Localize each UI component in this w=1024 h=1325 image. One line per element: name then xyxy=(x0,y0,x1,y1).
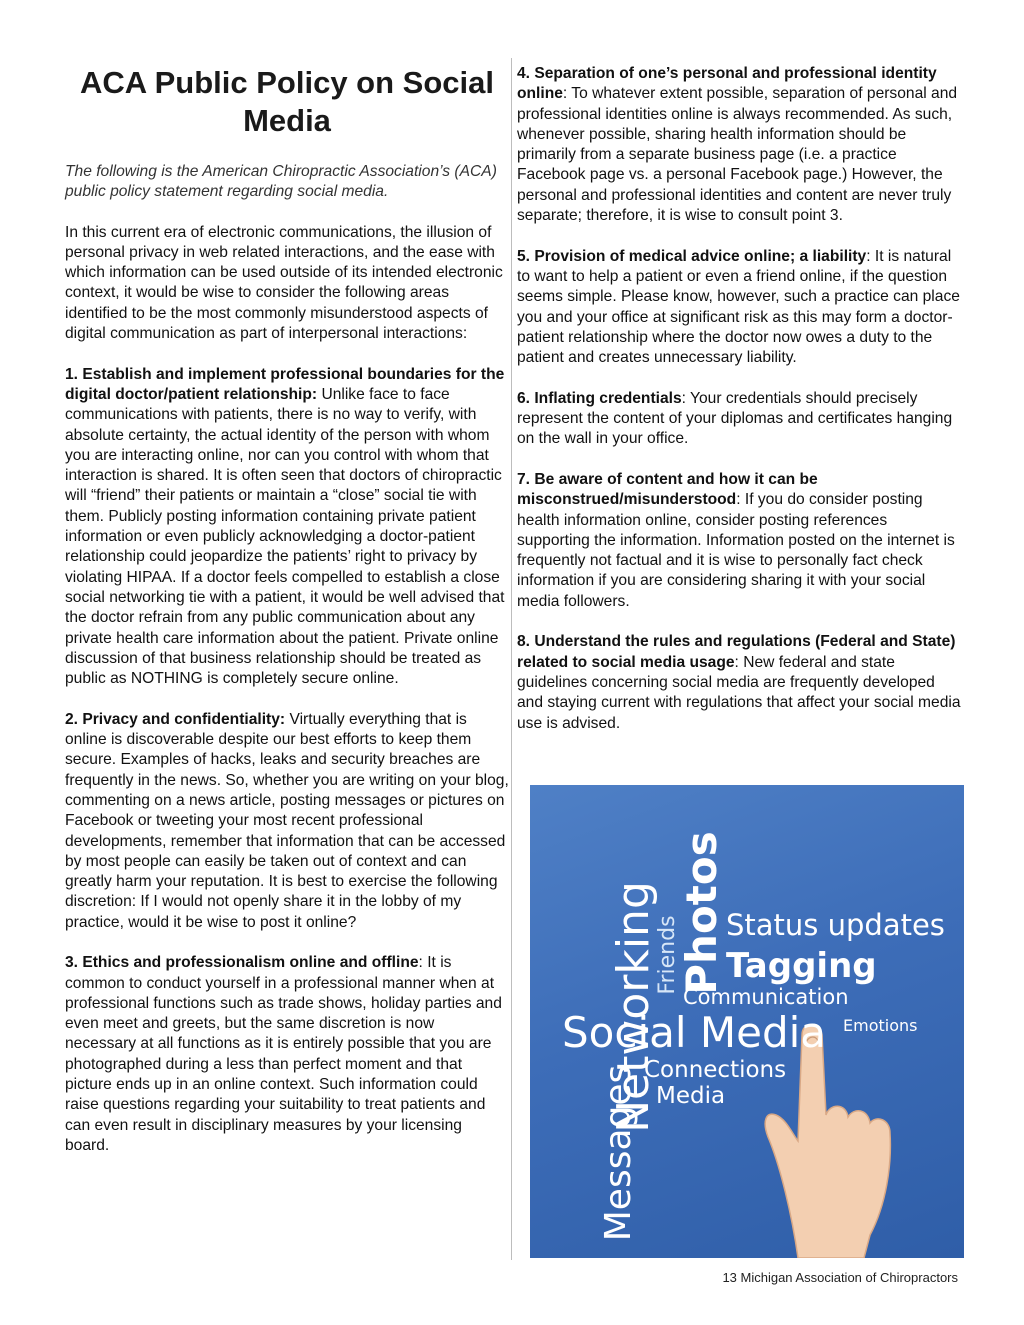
section-7 xyxy=(517,470,962,612)
section-heading: 7. Be aware of content and how it can be misconstrued/misunderstood xyxy=(517,470,818,509)
word-tagging: Tagging xyxy=(726,946,877,986)
column-divider xyxy=(511,58,512,1260)
section-body: : If you do consider posting health information online, consider posting references supporting the information. Information posted on the internet is frequently not factual and it is wise to personally fact check information if you are considering sharing it with your social media followers. xyxy=(517,491,955,610)
section-heading: 5. Provision of medical advice online; a liability xyxy=(517,247,867,265)
section-body: Unlike face to face communications with patients, there is no way to verify, with absolute certainty, the actual identity of the person with whom you are interacting online, nor can you control with whom that interaction is shared. It is often seen that doctors of chiropractic will “friend” their patients or maintain a “close” social tie with them. Publicly posting information containing private patient information or even publicly acknowledging a doctor-patient relationship could jeopardize the patients’ right to privacy by violating HIPAA. If a doctor feels compelled to establish a close social networking tie with a patient, it would be well advised that the doctor refrain from any public communication about any private health care information about the patient. Private online discussion of that business relationship should be treated as public as NOTHING is completely secure online. xyxy=(65,385,505,688)
word-connections: Connections xyxy=(644,1057,787,1083)
section-4 xyxy=(517,64,962,226)
word-cloud-svg xyxy=(530,785,964,1258)
section-body: : It is common to conduct yourself in a professional manner when at professional functions such as trade shows, holiday parties and even meet and greets, but the same discretion is now necessary at all functions as it is entirely possible that you are photographed during a less than perfect moment and that picture ends up in an online context. Such information could raise questions regarding your suitability to treat patients and can even result in disciplinary measures by your licensing board. xyxy=(65,954,502,1154)
section-heading: 2. Privacy and confidentiality: xyxy=(65,710,286,728)
word-emotions: Emotions xyxy=(843,1016,918,1035)
section-2 xyxy=(65,710,509,933)
section-heading: 8. Understand the rules and regulations (Federal and State) related to social media usage xyxy=(517,633,956,671)
section-1 xyxy=(65,365,509,690)
section-3 xyxy=(65,953,509,1156)
section-heading: 3. Ethics and professionalism online and offline xyxy=(65,954,419,972)
page-title: ACA Public Policy on Social Media xyxy=(80,65,494,138)
section-8 xyxy=(517,632,962,733)
section-body: Virtually everything that is online is discoverable despite our best efforts to keep them secure. Examples of hacks, leaks and security breaches are frequently in the news. So, whether you are writing on your blog, commenting on a news article, posting messages or pictures on Facebook or tweeting your most recent professional developments, remember that information that can be accessed by most people can easily be taken out of context and can greatly harm your reputation. It is best to exercise the following discretion: If I would not openly share it in the lobby of my practice, would it be wise to post it online? xyxy=(65,710,509,931)
section-body: : Your credentials should precisely represent the content of your diplomas and certificates hanging on the wall in your office. xyxy=(517,389,953,448)
word-friends: Friends xyxy=(655,915,680,995)
section-heading: 1. Establish and implement professional boundaries for the digital doctor/patient relationship: xyxy=(65,365,505,403)
page-footer: 13 Michigan Association of Chiropractors xyxy=(722,1270,958,1285)
word-networking: Networking xyxy=(608,881,659,1133)
section-5 xyxy=(517,247,962,369)
word-communication: Communication xyxy=(683,985,849,1009)
intro-text: The following is the American Chiropractic Association’s (ACA) public policy statement regarding social media. xyxy=(65,163,497,201)
word-status-updates: Status updates xyxy=(726,908,945,942)
right-column xyxy=(517,64,962,754)
section-heading: 6. Inflating credentials xyxy=(517,389,682,407)
section-body: : It is natural to want to help a patient or even a friend online, if the question seems simple. Please know, however, such a practice can place you and your office at significant risk as this may form a doctor-patient relationship where the doctor now owes a duty to the patient and creates unnecessary liability. xyxy=(517,247,960,367)
preamble-text: In this current era of electronic communications, the illusion of personal privacy in web related interactions, and the ease with which information can be used outside of its intended electronic context, it would be wise to consider the following areas identified to be the most commonly misunderstood aspects of digital communication as part of interpersonal interactions: xyxy=(65,223,503,343)
word-media: Media xyxy=(656,1083,726,1109)
section-body: : To whatever extent possible, separation of personal and professional identities online is always recommended. As such, whenever possible, sharing health information should be primarily from a separate business page (i.e. a practice Facebook page vs. a personal Facebook page.) However, the personal and professional identities and content are never truly separate; therefore, it is wise to consult point 3. xyxy=(517,85,958,225)
word-photos: Photos xyxy=(677,831,726,995)
section-6 xyxy=(517,389,962,450)
section-body: : New federal and state guidelines concerning social media are frequently developed and staying current with regulations that affect your social media use is advised. xyxy=(517,653,961,732)
left-column xyxy=(65,64,509,1177)
section-heading: 4. Separation of one’s personal and professional identity online xyxy=(517,65,937,103)
word-messages: Messages xyxy=(598,1064,639,1242)
word-social-media: Social Media xyxy=(562,1008,827,1057)
social-media-word-cloud-image xyxy=(530,785,964,1258)
